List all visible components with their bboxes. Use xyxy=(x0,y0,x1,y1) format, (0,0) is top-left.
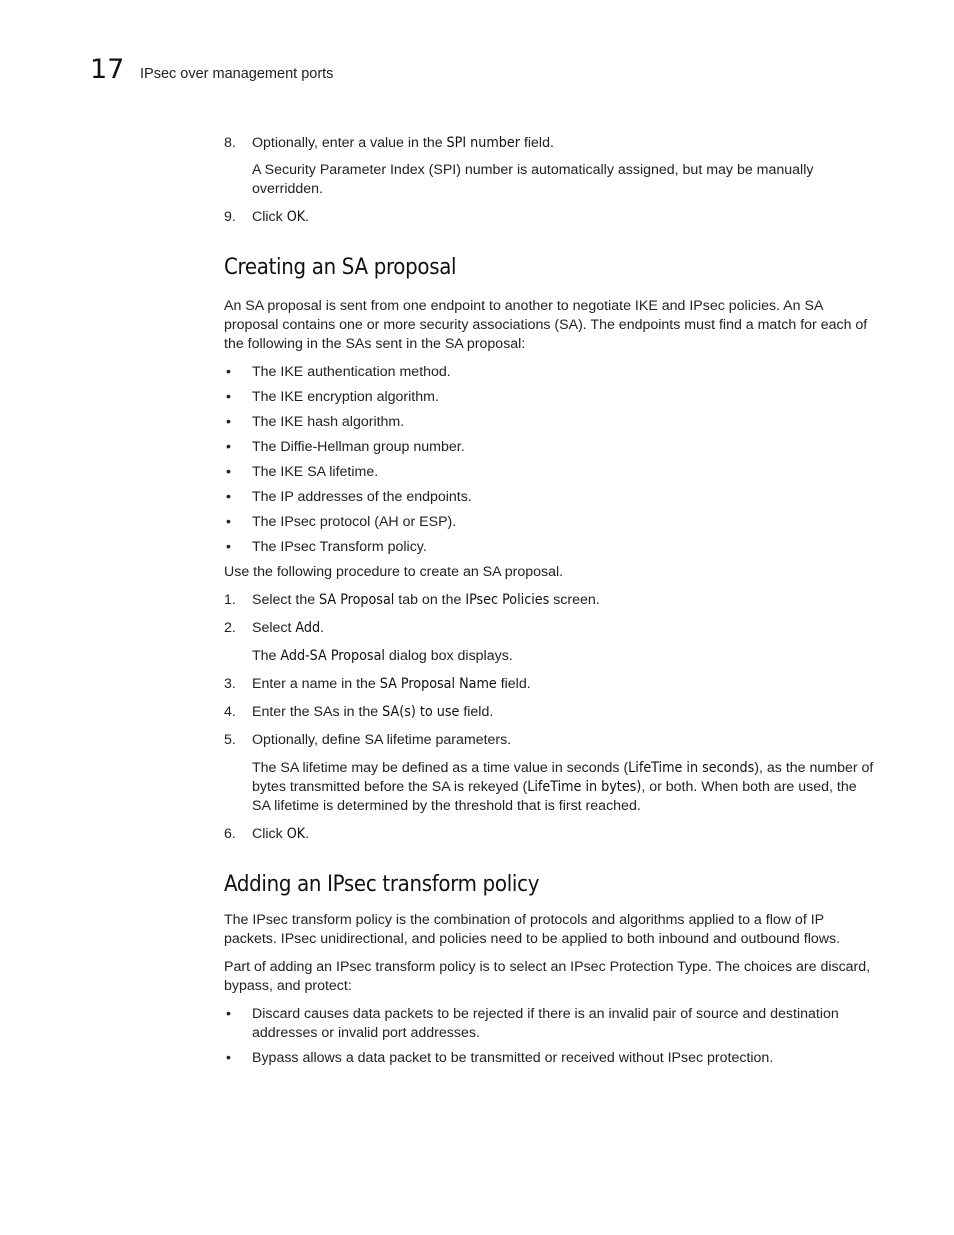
ui-term: LifeTime in seconds xyxy=(628,760,755,776)
chapter-number: 17 xyxy=(90,54,125,85)
procedure-intro: Use the following procedure to create an SA proposal. xyxy=(224,564,564,580)
step-note-text: The SA lifetime may be defined as a time value in seconds ( xyxy=(252,760,629,776)
list-item xyxy=(224,438,874,457)
step-number: 5. xyxy=(224,732,236,748)
ui-term: SA(s) to use xyxy=(382,704,460,720)
sa-intro-paragraph: An SA proposal is sent from one endpoint to another to negotiate IKE and IPsec policies. An SA proposal contains one or more security associations (SA). The endpoints must find a match for each of the following in the SAs sent in the SA proposal: xyxy=(224,298,868,352)
list-item-text: The IPsec protocol (AH or ESP). xyxy=(252,514,457,530)
ui-term: Add-SA Proposal xyxy=(280,648,385,664)
step-text: Select xyxy=(252,620,296,636)
ui-term: SA Proposal Name xyxy=(379,676,497,692)
step-number: 8. xyxy=(224,135,236,151)
step-number: 2. xyxy=(224,620,236,636)
bullet-icon: • xyxy=(226,364,231,380)
list-item-text: The IKE hash algorithm. xyxy=(252,414,405,430)
section-heading-transform-policy: Adding an IPsec transform policy xyxy=(224,872,540,897)
ui-term: LifeTime in bytes) xyxy=(527,779,642,795)
step-note xyxy=(224,759,874,816)
list-item xyxy=(224,488,874,507)
list-item-text: The IPsec Transform policy. xyxy=(252,539,427,555)
step-item xyxy=(224,619,874,638)
step-text: screen. xyxy=(549,592,600,608)
ui-term: SA Proposal xyxy=(319,592,395,608)
step-note-text: A Security Parameter Index (SPI) number is automatically assigned, but may be manually overridden. xyxy=(252,162,814,197)
intro-step-list xyxy=(224,134,874,227)
bullet-icon: • xyxy=(226,1006,231,1022)
step-text: . xyxy=(320,620,325,636)
step-text: tab on the xyxy=(394,592,466,608)
step-number: 4. xyxy=(224,704,236,720)
step-item xyxy=(224,134,874,153)
list-item xyxy=(224,1049,874,1068)
transform-paragraph-2: Part of adding an IPsec transform policy is to select an IPsec Protection Type. The choices are discard, bypass, and protect: xyxy=(224,959,871,994)
bullet-icon: • xyxy=(226,414,231,430)
list-item-text: The Diffie-Hellman group number. xyxy=(252,439,465,455)
bullet-icon: • xyxy=(226,489,231,505)
transform-paragraph-1: The IPsec transform policy is the combination of protocols and algorithms applied to a flow of IP packets. IPsec unidirectional, and policies need to be applied to both inbound and outbound flows. xyxy=(224,912,841,947)
list-item xyxy=(224,363,874,382)
sa-requirements-list xyxy=(224,363,874,557)
bullet-icon: • xyxy=(226,464,231,480)
step-note-text: , or both. When both are used, the SA lifetime is determined by the threshold that is first reached. xyxy=(252,779,857,814)
step-text: Click xyxy=(252,826,287,842)
step-number: 1. xyxy=(224,592,236,608)
step-note xyxy=(224,161,874,199)
step-text: . xyxy=(305,826,310,842)
list-item-text: The IKE SA lifetime. xyxy=(252,464,379,480)
step-text: . xyxy=(305,209,310,225)
bullet-icon: • xyxy=(226,539,231,555)
bullet-icon: • xyxy=(226,439,231,455)
step-item xyxy=(224,703,874,722)
step-text: field. xyxy=(459,704,494,720)
ui-term: OK xyxy=(286,826,306,842)
step-text: Select the xyxy=(252,592,320,608)
list-item-text: Bypass allows a data packet to be transmitted or received without IPsec protection. xyxy=(252,1050,774,1066)
page-header xyxy=(0,0,954,100)
section-heading-sa-proposal: Creating an SA proposal xyxy=(224,255,457,280)
step-note-text: The xyxy=(252,648,281,664)
step-note-text: ), as the number of bytes transmitted before the SA is rekeyed ( xyxy=(252,760,874,795)
list-item xyxy=(224,463,874,482)
ui-term: OK xyxy=(286,209,306,225)
step-text: Click xyxy=(252,209,287,225)
step-number: 9. xyxy=(224,209,236,225)
step-item xyxy=(224,825,874,844)
bullet-icon: • xyxy=(226,389,231,405)
step-text: Optionally, define SA lifetime parameters. xyxy=(252,732,512,748)
list-item xyxy=(224,388,874,407)
bullet-icon: • xyxy=(226,514,231,530)
step-item xyxy=(224,675,874,694)
page-content xyxy=(224,134,874,1074)
ui-term: SPI number xyxy=(446,135,520,151)
step-note-text: dialog box displays. xyxy=(384,648,513,664)
protection-type-list xyxy=(224,1005,874,1068)
list-item-text: Discard causes data packets to be rejected if there is an invalid pair of source and destination addresses or invalid port addresses. xyxy=(252,1006,839,1041)
list-item-text: The IKE encryption algorithm. xyxy=(252,389,439,405)
step-text: Optionally, enter a value in the xyxy=(252,135,447,151)
chapter-title: IPsec over management ports xyxy=(140,66,334,82)
step-text: Enter a name in the xyxy=(252,676,380,692)
ui-term: IPsec Policies xyxy=(465,592,550,608)
step-item xyxy=(224,731,874,750)
sa-step-list xyxy=(224,591,874,844)
step-note xyxy=(224,647,874,666)
list-item-text: The IP addresses of the endpoints. xyxy=(252,489,472,505)
step-text: Enter the SAs in the xyxy=(252,704,383,720)
list-item xyxy=(224,538,874,557)
step-item xyxy=(224,591,874,610)
step-item xyxy=(224,208,874,227)
list-item-text: The IKE authentication method. xyxy=(252,364,451,380)
step-number: 6. xyxy=(224,826,236,842)
step-number: 3. xyxy=(224,676,236,692)
ui-term: Add xyxy=(295,620,321,636)
step-text: field. xyxy=(496,676,531,692)
list-item xyxy=(224,513,874,532)
list-item xyxy=(224,1005,874,1043)
step-text: field. xyxy=(520,135,554,151)
bullet-icon: • xyxy=(226,1050,231,1066)
list-item xyxy=(224,413,874,432)
